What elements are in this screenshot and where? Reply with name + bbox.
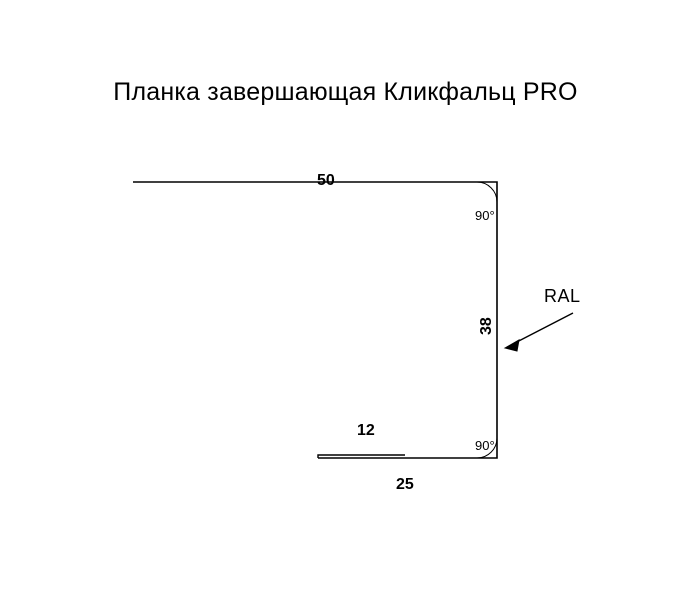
ral-leader-line <box>511 313 573 345</box>
angle-label-bottom: 90° <box>475 438 495 453</box>
ral-arrow-head <box>505 340 519 351</box>
dimension-label-flange: 12 <box>357 422 375 439</box>
profile-outline <box>133 182 497 458</box>
dimension-label-bottom: 25 <box>396 476 414 493</box>
top-angle-arc <box>477 182 497 202</box>
page-title: Планка завершающая Кликфальц PRO <box>113 78 578 106</box>
angle-label-top: 90° <box>475 208 495 223</box>
dimension-label-vertical: 38 <box>478 317 495 335</box>
ral-callout-label: RAL <box>544 286 581 306</box>
dimension-label-top: 50 <box>317 172 335 189</box>
